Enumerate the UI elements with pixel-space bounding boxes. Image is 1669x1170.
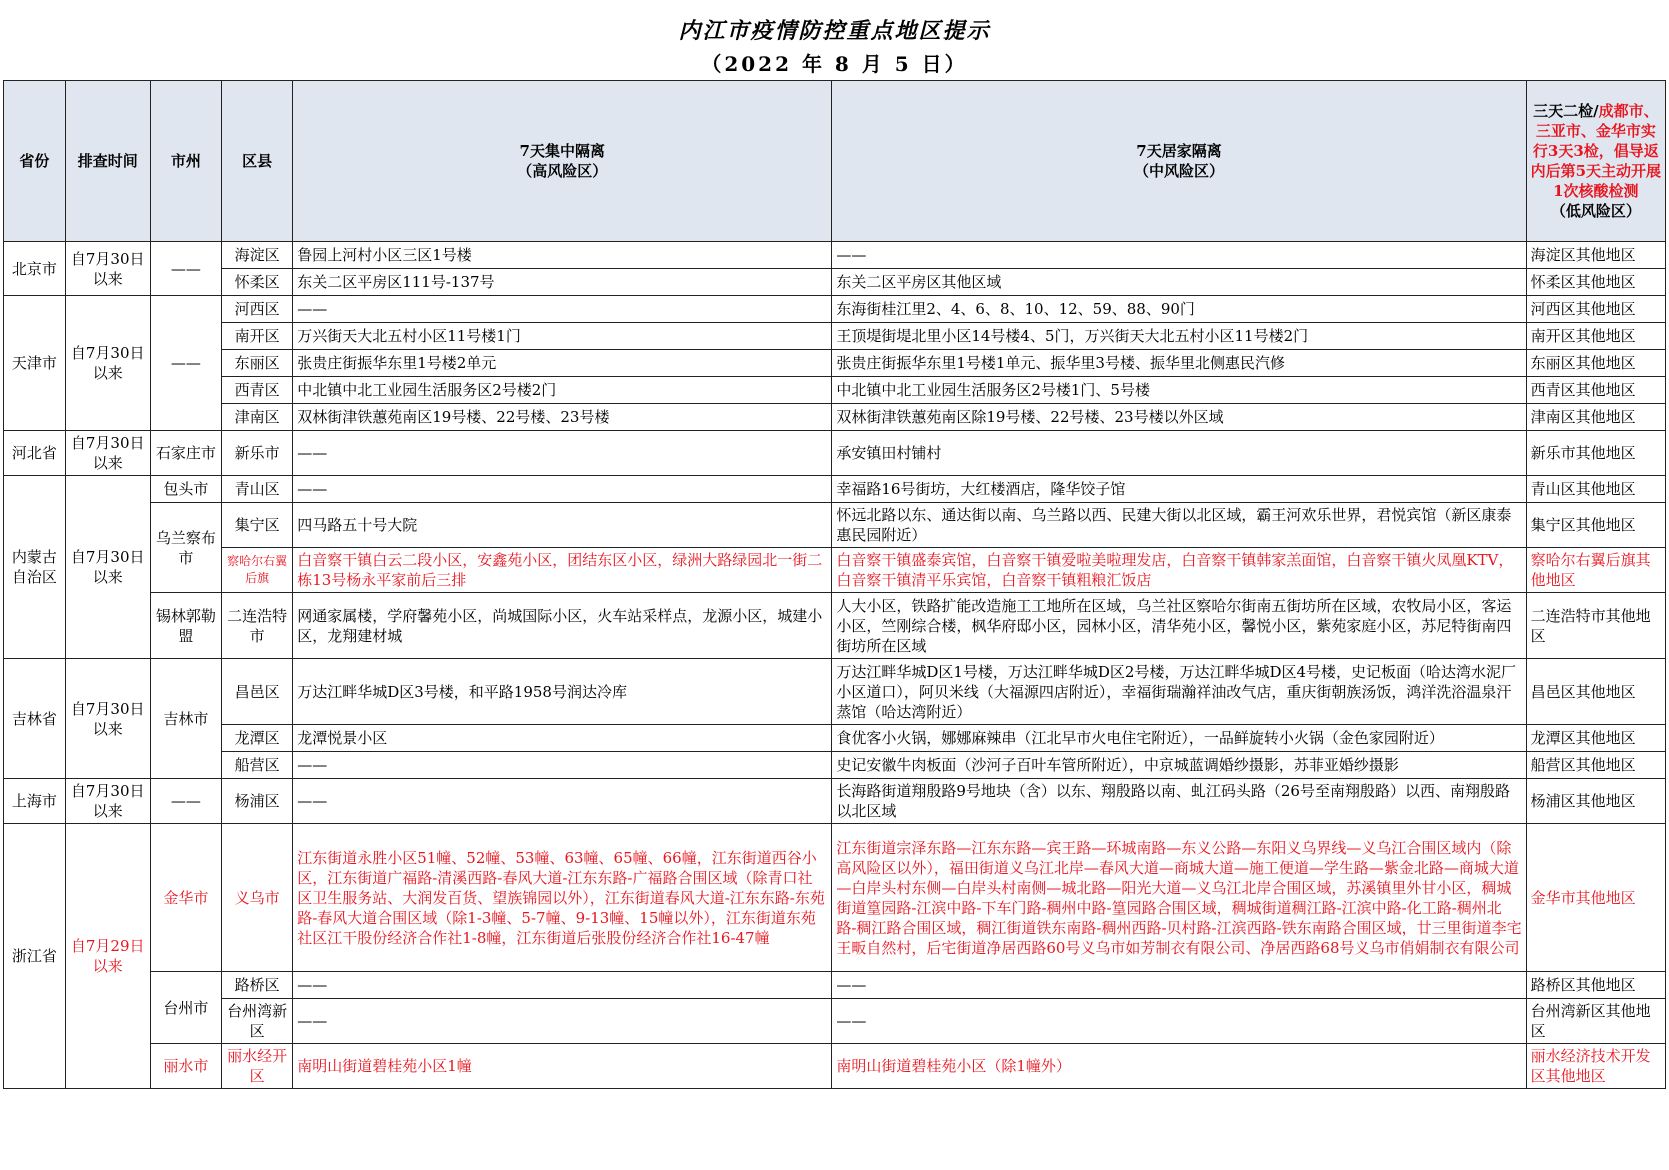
high-risk-cell: 张贵庄街振华东里1号楼2单元: [293, 350, 832, 377]
district-cell: 义乌市: [221, 824, 292, 972]
table-row: [4, 1044, 1666, 1089]
low-risk-cell: 龙潭区其他地区: [1526, 725, 1665, 752]
city-cell: 石家庄市: [150, 431, 221, 476]
low-risk-cell: 集宁区其他地区: [1526, 503, 1665, 548]
page-title: 内江市疫情防控重点地区提示: [678, 18, 991, 44]
mid-risk-cell: 承安镇田村铺村: [832, 431, 1526, 476]
mid-risk-cell: 双林街津铁蕙苑南区除19号楼、22号楼、23号楼以外区域: [832, 404, 1526, 431]
high-risk-cell: ——: [293, 999, 832, 1044]
district-cell: 昌邑区: [221, 659, 292, 725]
high-risk-cell: 万兴街天大北五村小区11号楼1门: [293, 323, 832, 350]
table-header-row: [4, 81, 1666, 242]
table-row: [4, 972, 1666, 999]
table-row: [4, 779, 1666, 824]
low-risk-cell: 西青区其他地区: [1526, 377, 1665, 404]
low-risk-cell: 怀柔区其他地区: [1526, 269, 1665, 296]
table-row: [4, 503, 1666, 548]
high-risk-cell: ——: [293, 431, 832, 476]
mid-risk-cell: 幸福路16号街坊，大红楼酒店，隆华饺子馆: [832, 476, 1526, 503]
mid-risk-cell: 长海路街道翔殷路9号地块（含）以东、翔殷路以南、虬江码头路（26号至南翔殷路）以西、南翔殷路以北区域: [832, 779, 1526, 824]
mid-risk-cell: 江东街道宗泽东路—江东东路—宾王路—环城南路—东义公路—东阳义乌界线—义乌江合围区域内（除高风险区以外），福田街道义乌江北岸—春风大道—商城大道—施工便道—学生路—紫金北路—商城大道—白岸头村东侧—白岸头村南侧—城北路—阳光大道—义乌江北岸合围区域，苏溪镇里外甘小区，稠城街道篁园路-江滨中路-下车门路-稠州中路-篁园路合围区域，稠城街道稠江路-江滨中路-化工路-稠州北路-稠江路合围区域，稠江街道铁东南路-稠州西路-贝村路-江滨西路-铁东南路合围区域，廿三里街道李宅王畈自然村，后宅街道净居西路60号义乌市如芳制衣有限公司、净居西路68号义乌市俏娟制衣有限公司: [832, 824, 1526, 972]
province-cell: 河北省: [4, 431, 66, 476]
high-risk-cell: 白音察干镇白云二段小区，安鑫苑小区，团结东区小区，绿洲大路绿园北一街二栋13号杨永平家前后三排: [293, 548, 832, 593]
time-cell: 自7月30日以来: [65, 296, 150, 431]
province-cell: 内蒙古自治区: [4, 476, 66, 659]
high-risk-cell: ——: [293, 752, 832, 779]
header-high-risk: [293, 81, 832, 242]
city-cell: 吉林市: [150, 659, 221, 779]
district-cell: 东丽区: [221, 350, 292, 377]
high-risk-cell: ——: [293, 779, 832, 824]
city-cell: 锡林郭勒盟: [150, 593, 221, 659]
table-row: [4, 999, 1666, 1044]
header-low-risk-part-b: 成都市、三亚市、金华市实行3天3检，倡导返内后第5天主动开展1次核酸检测: [1530, 102, 1662, 200]
low-risk-cell: 东丽区其他地区: [1526, 350, 1665, 377]
high-risk-cell: ——: [293, 476, 832, 503]
time-cell: 自7月30日以来: [65, 659, 150, 779]
high-risk-cell: 南明山街道碧桂苑小区1幢: [293, 1044, 832, 1089]
high-risk-cell: 中北镇中北工业园生活服务区2号楼2门: [293, 377, 832, 404]
table-row: [4, 476, 1666, 503]
district-cell: 察哈尔右翼后旗: [221, 548, 292, 593]
high-risk-cell: 鲁园上河村小区三区1号楼: [293, 242, 832, 269]
table-row: [4, 431, 1666, 476]
low-risk-cell: 津南区其他地区: [1526, 404, 1665, 431]
time-cell: 自7月30日以来: [65, 431, 150, 476]
header-mid-risk: [832, 81, 1526, 242]
high-risk-cell: 四马路五十号大院: [293, 503, 832, 548]
district-cell: 集宁区: [221, 503, 292, 548]
header-low-risk: [1526, 81, 1665, 242]
district-cell: 海淀区: [221, 242, 292, 269]
table-row: [4, 323, 1666, 350]
mid-risk-cell: ——: [832, 999, 1526, 1044]
table-row: [4, 350, 1666, 377]
province-cell: 上海市: [4, 779, 66, 824]
header-check-time: 排查时间: [65, 81, 150, 242]
mid-risk-cell: ——: [832, 242, 1526, 269]
district-cell: 二连浩特市: [221, 593, 292, 659]
district-cell: 青山区: [221, 476, 292, 503]
table-row: [4, 752, 1666, 779]
low-risk-cell: 昌邑区其他地区: [1526, 659, 1665, 725]
header-low-risk-part-a: 三天二检/: [1533, 102, 1599, 120]
city-cell: 包头市: [150, 476, 221, 503]
mid-risk-cell: 万达江畔华城D区1号楼，万达江畔华城D区2号楼，万达江畔华城D区4号楼，史记板面（哈达湾水泥厂小区道口），阿贝米线（大福源四店附近），幸福街瑞瀚祥油改气店，重庆街朝族汤饭，鸿洋洗浴温泉汗蒸馆（哈达湾附近）: [832, 659, 1526, 725]
table-row: [4, 269, 1666, 296]
table-row: [4, 242, 1666, 269]
city-cell: ——: [150, 779, 221, 824]
mid-risk-cell: 人大小区，铁路扩能改造施工工地所在区域，乌兰社区察哈尔街南五街坊所在区域，农牧局小区，客运小区，竺刚综合楼，枫华府邸小区，园林小区，清华苑小区，馨悦小区，紫苑家庭小区，苏尼特街南四街坊所在区域: [832, 593, 1526, 659]
low-risk-cell: 河西区其他地区: [1526, 296, 1665, 323]
mid-risk-cell: 史记安徽牛肉板面（沙河子百叶车管所附近），中京城蓝调婚纱摄影，苏菲亚婚纱摄影: [832, 752, 1526, 779]
high-risk-cell: 东关二区平房区111号-137号: [293, 269, 832, 296]
city-cell: 乌兰察布市: [150, 503, 221, 593]
district-cell: 台州湾新区: [221, 999, 292, 1044]
low-risk-cell: 青山区其他地区: [1526, 476, 1665, 503]
mid-risk-cell: 中北镇中北工业园生活服务区2号楼1门、5号楼: [832, 377, 1526, 404]
table-row: [4, 377, 1666, 404]
low-risk-cell: 船营区其他地区: [1526, 752, 1665, 779]
province-cell: 吉林省: [4, 659, 66, 779]
city-cell: ——: [150, 296, 221, 431]
table-row: [4, 725, 1666, 752]
mid-risk-cell: 东海街桂江里2、4、6、8、10、12、59、88、90门: [832, 296, 1526, 323]
district-cell: 路桥区: [221, 972, 292, 999]
city-cell: 金华市: [150, 824, 221, 972]
table-row: [4, 824, 1666, 972]
high-risk-cell: ——: [293, 972, 832, 999]
header-mid-risk-line1: 7天居家隔离: [1136, 142, 1222, 160]
risk-area-table: [3, 80, 1666, 1089]
low-risk-cell: 南开区其他地区: [1526, 323, 1665, 350]
district-cell: 杨浦区: [221, 779, 292, 824]
high-risk-cell: 万达江畔华城D区3号楼，和平路1958号润达冷库: [293, 659, 832, 725]
city-cell: 丽水市: [150, 1044, 221, 1089]
header-city: 市州: [150, 81, 221, 242]
district-cell: 船营区: [221, 752, 292, 779]
province-cell: 浙江省: [4, 824, 66, 1089]
low-risk-cell: 台州湾新区其他地区: [1526, 999, 1665, 1044]
mid-risk-cell: 白音察干镇盛泰宾馆，白音察干镇爱啦美啦理发店，白音察干镇韩家羔面馆，白音察干镇火凤凰KTV，白音察干镇清平乐宾馆，白音察干镇粗粮汇饭店: [832, 548, 1526, 593]
mid-risk-cell: 东关二区平房区其他区域: [832, 269, 1526, 296]
low-risk-cell: 察哈尔右翼后旗其他地区: [1526, 548, 1665, 593]
district-cell: 河西区: [221, 296, 292, 323]
high-risk-cell: ——: [293, 296, 832, 323]
header-province: 省份: [4, 81, 66, 242]
header-mid-risk-line2: （中风险区）: [1133, 162, 1224, 180]
time-cell: 自7月29日以来: [65, 824, 150, 1089]
city-cell: ——: [150, 242, 221, 296]
time-cell: 自7月30日以来: [65, 476, 150, 659]
province-cell: 北京市: [4, 242, 66, 296]
high-risk-cell: 网通家属楼，学府馨苑小区，尚城国际小区，火车站采样点，龙源小区，城建小区，龙翔建材城: [293, 593, 832, 659]
table-row: [4, 659, 1666, 725]
district-cell: 津南区: [221, 404, 292, 431]
low-risk-cell: 路桥区其他地区: [1526, 972, 1665, 999]
district-cell: 南开区: [221, 323, 292, 350]
table-row: [4, 404, 1666, 431]
district-cell: 西青区: [221, 377, 292, 404]
table-row: [4, 548, 1666, 593]
province-cell: 天津市: [4, 296, 66, 431]
high-risk-cell: 龙潭悦景小区: [293, 725, 832, 752]
city-cell: 台州市: [150, 972, 221, 1044]
mid-risk-cell: ——: [832, 972, 1526, 999]
district-cell: 丽水经开区: [221, 1044, 292, 1089]
mid-risk-cell: 王顶堤街堤北里小区14号楼4、5门，万兴街天大北五村小区11号楼2门: [832, 323, 1526, 350]
time-cell: 自7月30日以来: [65, 779, 150, 824]
low-risk-cell: 新乐市其他地区: [1526, 431, 1665, 476]
page-date: （2022 年 8 月 5 日）: [701, 52, 968, 76]
time-cell: 自7月30日以来: [65, 242, 150, 296]
header-low-risk-part-c: （低风险区）: [1550, 202, 1641, 220]
table-row: [4, 593, 1666, 659]
mid-risk-cell: 怀远北路以东、通达街以南、乌兰路以西、民建大街以北区域，霸王河欢乐世界，君悦宾馆（新区康泰惠民园附近）: [832, 503, 1526, 548]
low-risk-cell: 丽水经济技术开发区其他地区: [1526, 1044, 1665, 1089]
low-risk-cell: 二连浩特市其他地区: [1526, 593, 1665, 659]
high-risk-cell: 双林街津铁蕙苑南区19号楼、22号楼、23号楼: [293, 404, 832, 431]
district-cell: 新乐市: [221, 431, 292, 476]
mid-risk-cell: 张贵庄街振华东里1号楼1单元、振华里3号楼、振华里北侧惠民汽修: [832, 350, 1526, 377]
table-row: [4, 296, 1666, 323]
district-cell: 龙潭区: [221, 725, 292, 752]
header-high-risk-line1: 7天集中隔离: [519, 142, 605, 160]
district-cell: 怀柔区: [221, 269, 292, 296]
low-risk-cell: 海淀区其他地区: [1526, 242, 1665, 269]
low-risk-cell: 金华市其他地区: [1526, 824, 1665, 972]
mid-risk-cell: 南明山街道碧桂苑小区（除1幢外）: [832, 1044, 1526, 1089]
low-risk-cell: 杨浦区其他地区: [1526, 779, 1665, 824]
mid-risk-cell: 食优客小火锅，娜娜麻辣串（江北早市火电住宅附近），一品鲜旋转小火锅（金色家园附近）: [832, 725, 1526, 752]
high-risk-cell: 江东街道永胜小区51幢、52幢、53幢、63幢、65幢、66幢，江东街道西谷小区，江东街道广福路-清溪西路-春风大道-江东东路-广福路合围区域（除青口社区卫生服务站、大润发百货、望族锦园以外），江东街道春风大道-江东东路-东苑路-春风大道合围区域（除1-3幢、5-7幢、9-13幢、15幢以外），江东街道东苑社区江干股份经济合作社1-8幢，江东街道后张股份经济合作社16-47幢: [293, 824, 832, 972]
header-district: 区县: [221, 81, 292, 242]
header-high-risk-line2: （高风险区）: [517, 162, 608, 180]
